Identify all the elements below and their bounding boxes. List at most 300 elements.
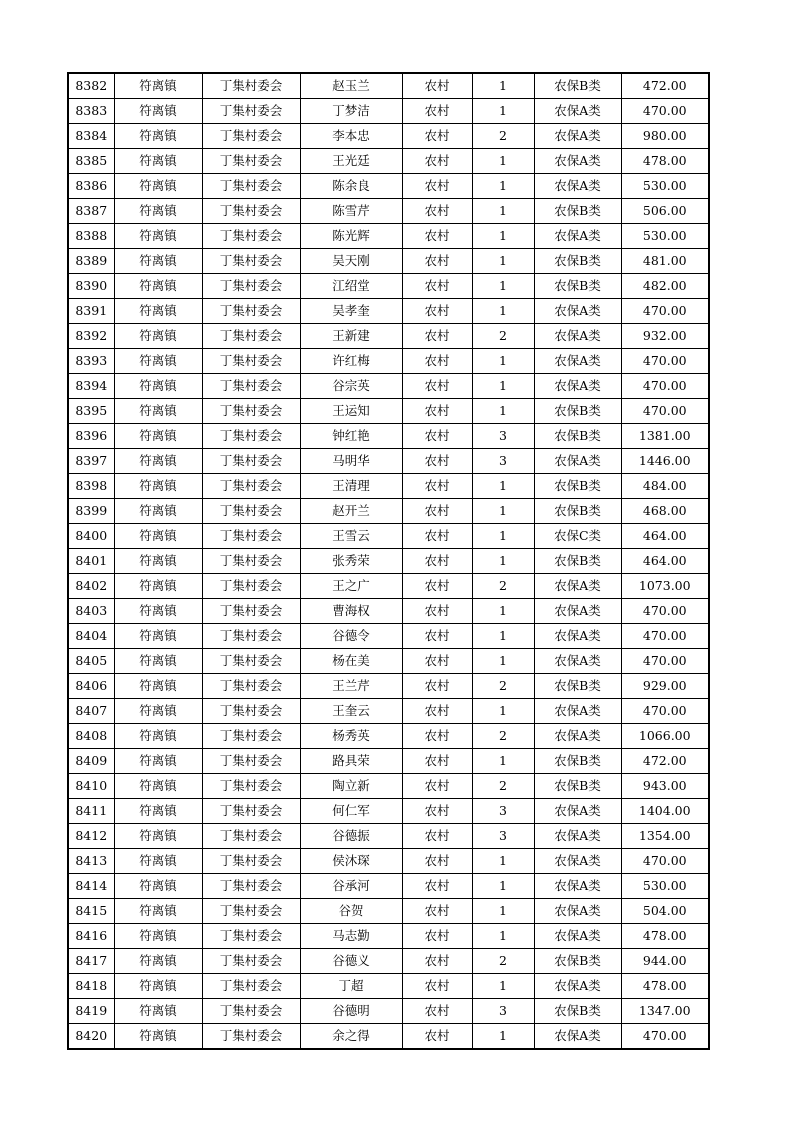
area-type-cell: 农村 xyxy=(402,799,472,824)
row-number-cell: 8412 xyxy=(68,824,114,849)
town-cell: 符离镇 xyxy=(114,999,202,1024)
benefit-table xyxy=(67,72,710,1050)
amount-cell: 1354.00 xyxy=(621,824,709,849)
table-row xyxy=(68,849,709,874)
name-cell: 王雪云 xyxy=(300,524,402,549)
village-committee-cell: 丁集村委会 xyxy=(202,399,300,424)
amount-cell: 929.00 xyxy=(621,674,709,699)
row-number-cell: 8410 xyxy=(68,774,114,799)
amount-cell: 1347.00 xyxy=(621,999,709,1024)
amount-cell: 470.00 xyxy=(621,849,709,874)
amount-cell: 1381.00 xyxy=(621,424,709,449)
village-committee-cell: 丁集村委会 xyxy=(202,824,300,849)
row-number-cell: 8419 xyxy=(68,999,114,1024)
table-row xyxy=(68,649,709,674)
village-committee-cell: 丁集村委会 xyxy=(202,349,300,374)
row-number-cell: 8387 xyxy=(68,199,114,224)
area-type-cell: 农村 xyxy=(402,599,472,624)
village-committee-cell: 丁集村委会 xyxy=(202,899,300,924)
town-cell: 符离镇 xyxy=(114,599,202,624)
town-cell: 符离镇 xyxy=(114,174,202,199)
table-row xyxy=(68,499,709,524)
table-row xyxy=(68,99,709,124)
village-committee-cell: 丁集村委会 xyxy=(202,449,300,474)
table-row xyxy=(68,574,709,599)
town-cell: 符离镇 xyxy=(114,249,202,274)
household-count-cell: 1 xyxy=(472,299,534,324)
amount-cell: 470.00 xyxy=(621,699,709,724)
village-committee-cell: 丁集村委会 xyxy=(202,1024,300,1050)
amount-cell: 481.00 xyxy=(621,249,709,274)
amount-cell: 470.00 xyxy=(621,349,709,374)
amount-cell: 464.00 xyxy=(621,524,709,549)
town-cell: 符离镇 xyxy=(114,324,202,349)
area-type-cell: 农村 xyxy=(402,899,472,924)
row-number-cell: 8391 xyxy=(68,299,114,324)
table-body xyxy=(68,73,709,1049)
name-cell: 陶立新 xyxy=(300,774,402,799)
table-row xyxy=(68,624,709,649)
town-cell: 符离镇 xyxy=(114,949,202,974)
town-cell: 符离镇 xyxy=(114,199,202,224)
household-count-cell: 1 xyxy=(472,99,534,124)
town-cell: 符离镇 xyxy=(114,424,202,449)
name-cell: 丁超 xyxy=(300,974,402,999)
amount-cell: 470.00 xyxy=(621,299,709,324)
household-count-cell: 1 xyxy=(472,224,534,249)
name-cell: 陈余良 xyxy=(300,174,402,199)
amount-cell: 1404.00 xyxy=(621,799,709,824)
household-count-cell: 1 xyxy=(472,274,534,299)
name-cell: 赵开兰 xyxy=(300,499,402,524)
insurance-category-cell: 农保A类 xyxy=(534,124,621,149)
village-committee-cell: 丁集村委会 xyxy=(202,774,300,799)
table-row xyxy=(68,399,709,424)
town-cell: 符离镇 xyxy=(114,524,202,549)
area-type-cell: 农村 xyxy=(402,499,472,524)
name-cell: 谷承河 xyxy=(300,874,402,899)
row-number-cell: 8385 xyxy=(68,149,114,174)
row-number-cell: 8384 xyxy=(68,124,114,149)
table-row xyxy=(68,724,709,749)
name-cell: 马志勤 xyxy=(300,924,402,949)
amount-cell: 472.00 xyxy=(621,749,709,774)
table-row xyxy=(68,424,709,449)
household-count-cell: 1 xyxy=(472,73,534,99)
household-count-cell: 2 xyxy=(472,774,534,799)
village-committee-cell: 丁集村委会 xyxy=(202,149,300,174)
row-number-cell: 8404 xyxy=(68,624,114,649)
household-count-cell: 1 xyxy=(472,149,534,174)
table-row xyxy=(68,274,709,299)
town-cell: 符离镇 xyxy=(114,124,202,149)
area-type-cell: 农村 xyxy=(402,174,472,199)
household-count-cell: 3 xyxy=(472,799,534,824)
row-number-cell: 8397 xyxy=(68,449,114,474)
name-cell: 曹海权 xyxy=(300,599,402,624)
household-count-cell: 1 xyxy=(472,549,534,574)
area-type-cell: 农村 xyxy=(402,524,472,549)
household-count-cell: 1 xyxy=(472,174,534,199)
town-cell: 符离镇 xyxy=(114,299,202,324)
insurance-category-cell: 农保B类 xyxy=(534,499,621,524)
amount-cell: 482.00 xyxy=(621,274,709,299)
table-row xyxy=(68,224,709,249)
insurance-category-cell: 农保A类 xyxy=(534,899,621,924)
area-type-cell: 农村 xyxy=(402,224,472,249)
household-count-cell: 2 xyxy=(472,724,534,749)
town-cell: 符离镇 xyxy=(114,699,202,724)
village-committee-cell: 丁集村委会 xyxy=(202,799,300,824)
village-committee-cell: 丁集村委会 xyxy=(202,424,300,449)
row-number-cell: 8417 xyxy=(68,949,114,974)
village-committee-cell: 丁集村委会 xyxy=(202,649,300,674)
name-cell: 王兰芹 xyxy=(300,674,402,699)
village-committee-cell: 丁集村委会 xyxy=(202,524,300,549)
amount-cell: 470.00 xyxy=(621,1024,709,1050)
village-committee-cell: 丁集村委会 xyxy=(202,174,300,199)
household-count-cell: 1 xyxy=(472,924,534,949)
area-type-cell: 农村 xyxy=(402,974,472,999)
village-committee-cell: 丁集村委会 xyxy=(202,99,300,124)
village-committee-cell: 丁集村委会 xyxy=(202,999,300,1024)
row-number-cell: 8400 xyxy=(68,524,114,549)
household-count-cell: 1 xyxy=(472,399,534,424)
name-cell: 杨在美 xyxy=(300,649,402,674)
town-cell: 符离镇 xyxy=(114,549,202,574)
insurance-category-cell: 农保B类 xyxy=(534,749,621,774)
name-cell: 陈光辉 xyxy=(300,224,402,249)
insurance-category-cell: 农保A类 xyxy=(534,974,621,999)
table-row xyxy=(68,199,709,224)
town-cell: 符离镇 xyxy=(114,224,202,249)
town-cell: 符离镇 xyxy=(114,99,202,124)
village-committee-cell: 丁集村委会 xyxy=(202,924,300,949)
name-cell: 王清理 xyxy=(300,474,402,499)
table-row xyxy=(68,374,709,399)
household-count-cell: 1 xyxy=(472,974,534,999)
row-number-cell: 8398 xyxy=(68,474,114,499)
household-count-cell: 1 xyxy=(472,349,534,374)
town-cell: 符离镇 xyxy=(114,1024,202,1050)
town-cell: 符离镇 xyxy=(114,974,202,999)
row-number-cell: 8394 xyxy=(68,374,114,399)
household-count-cell: 1 xyxy=(472,699,534,724)
amount-cell: 464.00 xyxy=(621,549,709,574)
insurance-category-cell: 农保C类 xyxy=(534,524,621,549)
village-committee-cell: 丁集村委会 xyxy=(202,324,300,349)
area-type-cell: 农村 xyxy=(402,424,472,449)
household-count-cell: 3 xyxy=(472,999,534,1024)
table-row xyxy=(68,974,709,999)
area-type-cell: 农村 xyxy=(402,824,472,849)
area-type-cell: 农村 xyxy=(402,249,472,274)
village-committee-cell: 丁集村委会 xyxy=(202,249,300,274)
area-type-cell: 农村 xyxy=(402,774,472,799)
amount-cell: 470.00 xyxy=(621,399,709,424)
town-cell: 符离镇 xyxy=(114,824,202,849)
name-cell: 钟红艳 xyxy=(300,424,402,449)
household-count-cell: 3 xyxy=(472,449,534,474)
row-number-cell: 8409 xyxy=(68,749,114,774)
town-cell: 符离镇 xyxy=(114,149,202,174)
row-number-cell: 8401 xyxy=(68,549,114,574)
town-cell: 符离镇 xyxy=(114,849,202,874)
area-type-cell: 农村 xyxy=(402,274,472,299)
household-count-cell: 1 xyxy=(472,524,534,549)
household-count-cell: 1 xyxy=(472,849,534,874)
household-count-cell: 1 xyxy=(472,199,534,224)
household-count-cell: 1 xyxy=(472,874,534,899)
amount-cell: 506.00 xyxy=(621,199,709,224)
insurance-category-cell: 农保A类 xyxy=(534,699,621,724)
row-number-cell: 8413 xyxy=(68,849,114,874)
table-row xyxy=(68,524,709,549)
area-type-cell: 农村 xyxy=(402,449,472,474)
table-row xyxy=(68,749,709,774)
insurance-category-cell: 农保B类 xyxy=(534,399,621,424)
insurance-category-cell: 农保A类 xyxy=(534,349,621,374)
amount-cell: 530.00 xyxy=(621,174,709,199)
row-number-cell: 8411 xyxy=(68,799,114,824)
area-type-cell: 农村 xyxy=(402,574,472,599)
row-number-cell: 8420 xyxy=(68,1024,114,1050)
insurance-category-cell: 农保A类 xyxy=(534,874,621,899)
name-cell: 王运知 xyxy=(300,399,402,424)
household-count-cell: 1 xyxy=(472,599,534,624)
amount-cell: 478.00 xyxy=(621,924,709,949)
area-type-cell: 农村 xyxy=(402,849,472,874)
village-committee-cell: 丁集村委会 xyxy=(202,549,300,574)
row-number-cell: 8388 xyxy=(68,224,114,249)
amount-cell: 470.00 xyxy=(621,624,709,649)
village-committee-cell: 丁集村委会 xyxy=(202,624,300,649)
town-cell: 符离镇 xyxy=(114,874,202,899)
amount-cell: 472.00 xyxy=(621,73,709,99)
household-count-cell: 1 xyxy=(472,1024,534,1050)
row-number-cell: 8386 xyxy=(68,174,114,199)
village-committee-cell: 丁集村委会 xyxy=(202,499,300,524)
amount-cell: 478.00 xyxy=(621,149,709,174)
table-row xyxy=(68,899,709,924)
insurance-category-cell: 农保A类 xyxy=(534,599,621,624)
village-committee-cell: 丁集村委会 xyxy=(202,724,300,749)
name-cell: 谷宗英 xyxy=(300,374,402,399)
name-cell: 马明华 xyxy=(300,449,402,474)
household-count-cell: 1 xyxy=(472,624,534,649)
row-number-cell: 8389 xyxy=(68,249,114,274)
insurance-category-cell: 农保A类 xyxy=(534,449,621,474)
table-row xyxy=(68,349,709,374)
household-count-cell: 2 xyxy=(472,124,534,149)
table-row xyxy=(68,149,709,174)
amount-cell: 484.00 xyxy=(621,474,709,499)
amount-cell: 530.00 xyxy=(621,224,709,249)
village-committee-cell: 丁集村委会 xyxy=(202,374,300,399)
row-number-cell: 8392 xyxy=(68,324,114,349)
household-count-cell: 1 xyxy=(472,749,534,774)
insurance-category-cell: 农保B类 xyxy=(534,674,621,699)
name-cell: 李本忠 xyxy=(300,124,402,149)
insurance-category-cell: 农保B类 xyxy=(534,249,621,274)
area-type-cell: 农村 xyxy=(402,649,472,674)
household-count-cell: 2 xyxy=(472,324,534,349)
town-cell: 符离镇 xyxy=(114,399,202,424)
household-count-cell: 2 xyxy=(472,674,534,699)
town-cell: 符离镇 xyxy=(114,274,202,299)
table-row xyxy=(68,449,709,474)
town-cell: 符离镇 xyxy=(114,349,202,374)
amount-cell: 470.00 xyxy=(621,599,709,624)
table-row xyxy=(68,599,709,624)
insurance-category-cell: 农保A类 xyxy=(534,649,621,674)
row-number-cell: 8395 xyxy=(68,399,114,424)
area-type-cell: 农村 xyxy=(402,699,472,724)
table-row xyxy=(68,699,709,724)
table-row xyxy=(68,874,709,899)
amount-cell: 504.00 xyxy=(621,899,709,924)
table-row xyxy=(68,999,709,1024)
village-committee-cell: 丁集村委会 xyxy=(202,299,300,324)
table-row xyxy=(68,924,709,949)
village-committee-cell: 丁集村委会 xyxy=(202,949,300,974)
name-cell: 江绍堂 xyxy=(300,274,402,299)
table-row xyxy=(68,824,709,849)
amount-cell: 468.00 xyxy=(621,499,709,524)
insurance-category-cell: 农保A类 xyxy=(534,799,621,824)
row-number-cell: 8403 xyxy=(68,599,114,624)
town-cell: 符离镇 xyxy=(114,724,202,749)
row-number-cell: 8407 xyxy=(68,699,114,724)
town-cell: 符离镇 xyxy=(114,924,202,949)
town-cell: 符离镇 xyxy=(114,574,202,599)
table-row xyxy=(68,949,709,974)
insurance-category-cell: 农保B类 xyxy=(534,424,621,449)
amount-cell: 1066.00 xyxy=(621,724,709,749)
name-cell: 何仁军 xyxy=(300,799,402,824)
area-type-cell: 农村 xyxy=(402,149,472,174)
name-cell: 谷贺 xyxy=(300,899,402,924)
insurance-category-cell: 农保B类 xyxy=(534,474,621,499)
village-committee-cell: 丁集村委会 xyxy=(202,874,300,899)
name-cell: 王之广 xyxy=(300,574,402,599)
area-type-cell: 农村 xyxy=(402,474,472,499)
row-number-cell: 8390 xyxy=(68,274,114,299)
amount-cell: 470.00 xyxy=(621,649,709,674)
area-type-cell: 农村 xyxy=(402,874,472,899)
table-row xyxy=(68,674,709,699)
table-row xyxy=(68,799,709,824)
table-row xyxy=(68,174,709,199)
amount-cell: 944.00 xyxy=(621,949,709,974)
insurance-category-cell: 农保B类 xyxy=(534,549,621,574)
village-committee-cell: 丁集村委会 xyxy=(202,73,300,99)
village-committee-cell: 丁集村委会 xyxy=(202,749,300,774)
area-type-cell: 农村 xyxy=(402,674,472,699)
name-cell: 张秀荣 xyxy=(300,549,402,574)
village-committee-cell: 丁集村委会 xyxy=(202,124,300,149)
table-row xyxy=(68,549,709,574)
name-cell: 谷德令 xyxy=(300,624,402,649)
name-cell: 吴孝奎 xyxy=(300,299,402,324)
area-type-cell: 农村 xyxy=(402,124,472,149)
insurance-category-cell: 农保A类 xyxy=(534,149,621,174)
name-cell: 丁梦洁 xyxy=(300,99,402,124)
row-number-cell: 8414 xyxy=(68,874,114,899)
insurance-category-cell: 农保B类 xyxy=(534,199,621,224)
name-cell: 赵玉兰 xyxy=(300,73,402,99)
insurance-category-cell: 农保A类 xyxy=(534,299,621,324)
row-number-cell: 8402 xyxy=(68,574,114,599)
village-committee-cell: 丁集村委会 xyxy=(202,224,300,249)
name-cell: 谷德明 xyxy=(300,999,402,1024)
household-count-cell: 2 xyxy=(472,574,534,599)
area-type-cell: 农村 xyxy=(402,724,472,749)
name-cell: 王光廷 xyxy=(300,149,402,174)
town-cell: 符离镇 xyxy=(114,474,202,499)
amount-cell: 1446.00 xyxy=(621,449,709,474)
amount-cell: 943.00 xyxy=(621,774,709,799)
town-cell: 符离镇 xyxy=(114,624,202,649)
name-cell: 谷德振 xyxy=(300,824,402,849)
town-cell: 符离镇 xyxy=(114,799,202,824)
village-committee-cell: 丁集村委会 xyxy=(202,674,300,699)
town-cell: 符离镇 xyxy=(114,649,202,674)
name-cell: 王奎云 xyxy=(300,699,402,724)
village-committee-cell: 丁集村委会 xyxy=(202,974,300,999)
village-committee-cell: 丁集村委会 xyxy=(202,599,300,624)
row-number-cell: 8418 xyxy=(68,974,114,999)
row-number-cell: 8399 xyxy=(68,499,114,524)
amount-cell: 470.00 xyxy=(621,99,709,124)
row-number-cell: 8416 xyxy=(68,924,114,949)
insurance-category-cell: 农保A类 xyxy=(534,1024,621,1050)
name-cell: 许红梅 xyxy=(300,349,402,374)
insurance-category-cell: 农保B类 xyxy=(534,999,621,1024)
row-number-cell: 8382 xyxy=(68,73,114,99)
amount-cell: 932.00 xyxy=(621,324,709,349)
table-row xyxy=(68,774,709,799)
name-cell: 吴天刚 xyxy=(300,249,402,274)
household-count-cell: 2 xyxy=(472,949,534,974)
row-number-cell: 8383 xyxy=(68,99,114,124)
row-number-cell: 8396 xyxy=(68,424,114,449)
row-number-cell: 8393 xyxy=(68,349,114,374)
table-row xyxy=(68,73,709,99)
village-committee-cell: 丁集村委会 xyxy=(202,574,300,599)
insurance-category-cell: 农保A类 xyxy=(534,374,621,399)
area-type-cell: 农村 xyxy=(402,949,472,974)
insurance-category-cell: 农保B类 xyxy=(534,949,621,974)
area-type-cell: 农村 xyxy=(402,749,472,774)
household-count-cell: 1 xyxy=(472,374,534,399)
name-cell: 谷德义 xyxy=(300,949,402,974)
insurance-category-cell: 农保A类 xyxy=(534,99,621,124)
area-type-cell: 农村 xyxy=(402,924,472,949)
amount-cell: 478.00 xyxy=(621,974,709,999)
row-number-cell: 8415 xyxy=(68,899,114,924)
insurance-category-cell: 农保A类 xyxy=(534,924,621,949)
household-count-cell: 1 xyxy=(472,249,534,274)
table-row xyxy=(68,124,709,149)
insurance-category-cell: 农保A类 xyxy=(534,849,621,874)
insurance-category-cell: 农保B类 xyxy=(534,73,621,99)
name-cell: 侯沐琛 xyxy=(300,849,402,874)
amount-cell: 980.00 xyxy=(621,124,709,149)
insurance-category-cell: 农保A类 xyxy=(534,574,621,599)
town-cell: 符离镇 xyxy=(114,674,202,699)
area-type-cell: 农村 xyxy=(402,549,472,574)
